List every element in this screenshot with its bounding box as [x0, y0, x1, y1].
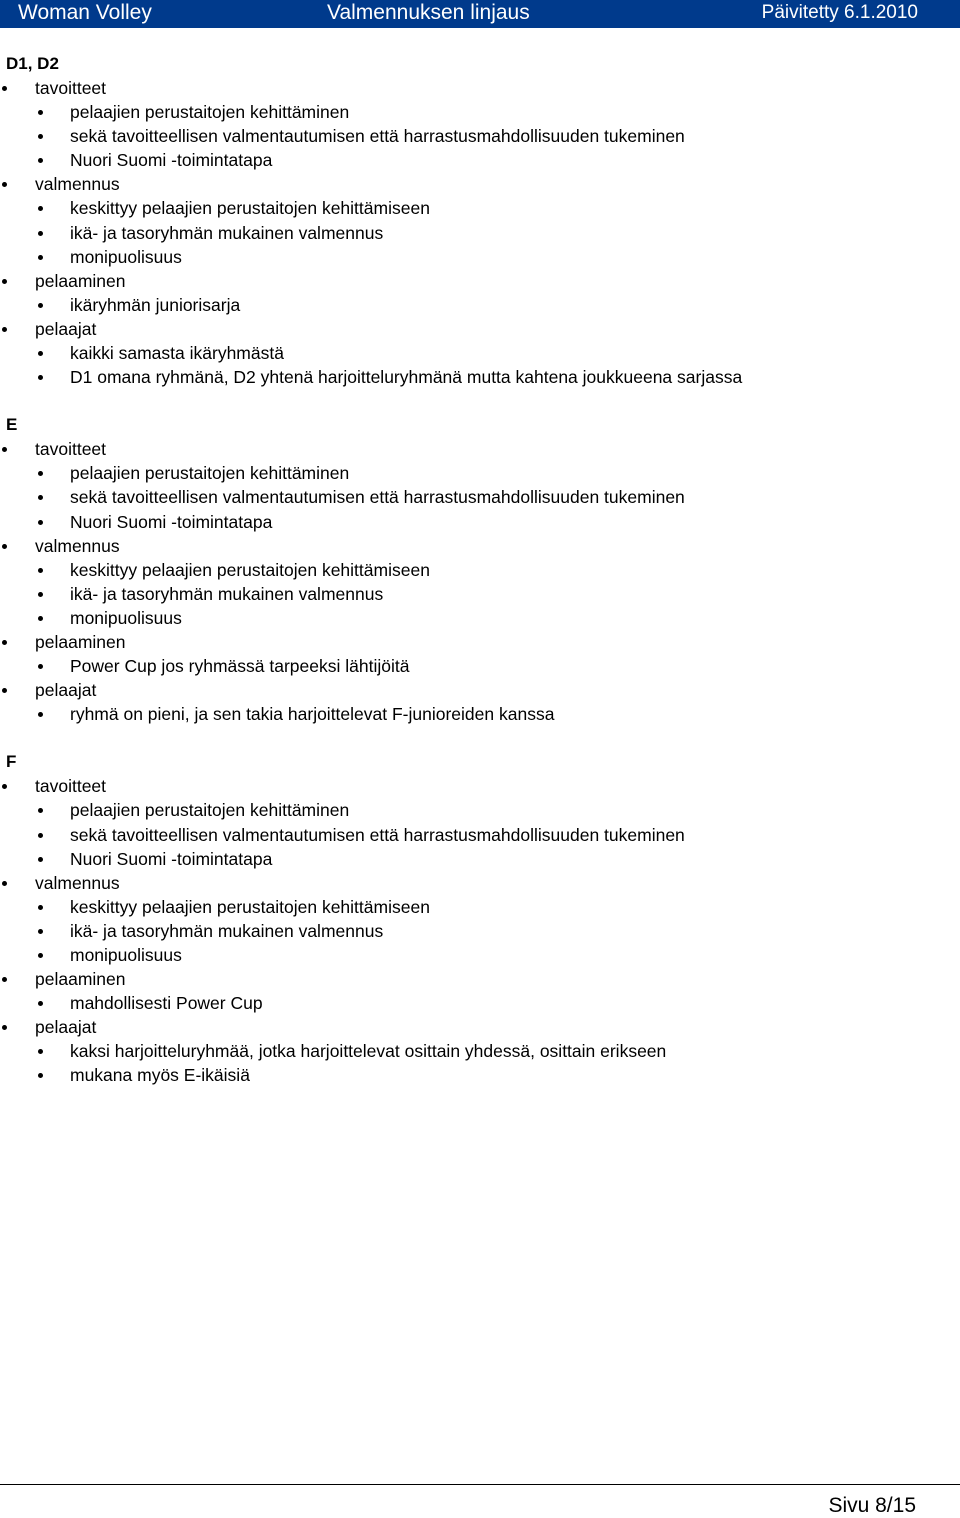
list-item: Nuori Suomi -toimintatapa — [0, 847, 960, 871]
list-item: D1 omana ryhmänä, D2 yhtenä harjoitteluryhmänä mutta kahtena joukkueena sarjassa — [0, 365, 960, 389]
bullet-icon — [38, 520, 43, 525]
bullet-icon — [38, 110, 43, 115]
bullet-icon — [38, 568, 43, 573]
bullet-icon — [38, 1001, 43, 1006]
section-title: E — [6, 415, 18, 435]
list-item: pelaajat — [0, 1015, 960, 1039]
list-item: ryhmä on pieni, ja sen takia harjoittelevat F-junioreiden kanssa — [0, 702, 960, 726]
bullet-icon — [2, 688, 7, 693]
list-item: ikä- ja tasoryhmän mukainen valmennus — [0, 221, 960, 245]
list-item: pelaajien perustaitojen kehittäminen — [0, 798, 960, 822]
list-item: keskittyy pelaajien perustaitojen kehittämiseen — [0, 895, 960, 919]
section-f — [0, 750, 960, 1087]
bullet-icon — [2, 544, 7, 549]
list-item: sekä tavoitteellisen valmentautumisen että harrastusmahdollisuuden tukeminen — [0, 485, 960, 509]
section-e — [0, 413, 960, 726]
header-updated-date: Päivitetty 6.1.2010 — [761, 2, 918, 23]
list-item: pelaajat — [0, 678, 960, 702]
bullet-icon — [2, 977, 7, 982]
header-organization: Woman Volley — [18, 1, 152, 24]
bullet-icon — [38, 953, 43, 958]
bullet-icon — [38, 134, 43, 139]
bullet-icon — [38, 471, 43, 476]
bullet-icon — [38, 833, 43, 838]
section-title: D1, D2 — [6, 54, 59, 73]
bullet-icon — [38, 255, 43, 260]
bullet-icon — [38, 664, 43, 669]
list-item: tavoitteet — [0, 437, 960, 461]
list-item: pelaaminen — [0, 967, 960, 991]
list-item: mahdollisesti Power Cup — [0, 991, 960, 1015]
list-item: tavoitteet — [0, 774, 960, 798]
bullet-icon — [2, 881, 7, 886]
footer-divider — [0, 1484, 960, 1485]
bullet-icon — [38, 158, 43, 163]
list-item: ikä- ja tasoryhmän mukainen valmennus — [0, 919, 960, 943]
list-item: Power Cup jos ryhmässä tarpeeksi lähtijöitä — [0, 654, 960, 678]
list-item: tavoitteet — [0, 76, 960, 100]
list-item: pelaaminen — [0, 269, 960, 293]
bullet-icon — [38, 1049, 43, 1054]
list-item: kaksi harjoitteluryhmää, jotka harjoittelevat osittain yhdessä, osittain erikseen — [0, 1039, 960, 1063]
list-item: kaikki samasta ikäryhmästä — [0, 341, 960, 365]
bullet-icon — [38, 495, 43, 500]
bullet-icon — [2, 784, 7, 789]
list-item: valmennus — [0, 172, 960, 196]
header-document-title: Valmennuksen linjaus — [327, 1, 530, 24]
bullet-icon — [38, 592, 43, 597]
list-item: valmennus — [0, 871, 960, 895]
list-item: valmennus — [0, 534, 960, 558]
document-body — [0, 52, 960, 1112]
bullet-icon — [38, 808, 43, 813]
bullet-icon — [2, 182, 7, 187]
bullet-icon — [2, 327, 7, 332]
bullet-icon — [38, 206, 43, 211]
bullet-icon — [38, 616, 43, 621]
bullet-icon — [38, 375, 43, 380]
list-item: keskittyy pelaajien perustaitojen kehittämiseen — [0, 558, 960, 582]
list-item: Nuori Suomi -toimintatapa — [0, 148, 960, 172]
list-item: sekä tavoitteellisen valmentautumisen että harrastusmahdollisuuden tukeminen — [0, 823, 960, 847]
bullet-icon — [2, 447, 7, 452]
list-item: sekä tavoitteellisen valmentautumisen että harrastusmahdollisuuden tukeminen — [0, 124, 960, 148]
bullet-icon — [2, 279, 7, 284]
bullet-icon — [38, 929, 43, 934]
bullet-icon — [2, 1025, 7, 1030]
bullet-icon — [38, 1073, 43, 1078]
list-item: pelaaminen — [0, 630, 960, 654]
list-item: monipuolisuus — [0, 943, 960, 967]
bullet-icon — [38, 857, 43, 862]
list-item: Nuori Suomi -toimintatapa — [0, 510, 960, 534]
list-item: keskittyy pelaajien perustaitojen kehittämiseen — [0, 196, 960, 220]
page-header — [0, 0, 960, 28]
section-title: F — [6, 752, 17, 772]
bullet-icon — [2, 640, 7, 645]
bullet-icon — [38, 905, 43, 910]
section-d1-d2 — [0, 52, 960, 389]
bullet-icon — [38, 231, 43, 236]
list-item: mukana myös E-ikäisiä — [0, 1063, 960, 1087]
bullet-icon — [38, 351, 43, 356]
list-item: monipuolisuus — [0, 606, 960, 630]
list-item: monipuolisuus — [0, 245, 960, 269]
bullet-icon — [2, 86, 7, 91]
list-item: ikä- ja tasoryhmän mukainen valmennus — [0, 582, 960, 606]
list-item: pelaajien perustaitojen kehittäminen — [0, 100, 960, 124]
list-item: pelaajien perustaitojen kehittäminen — [0, 461, 960, 485]
list-item: ikäryhmän juniorisarja — [0, 293, 960, 317]
list-item: pelaajat — [0, 317, 960, 341]
page-number: Sivu 8/15 — [828, 1494, 916, 1517]
bullet-icon — [38, 712, 43, 717]
bullet-icon — [38, 303, 43, 308]
